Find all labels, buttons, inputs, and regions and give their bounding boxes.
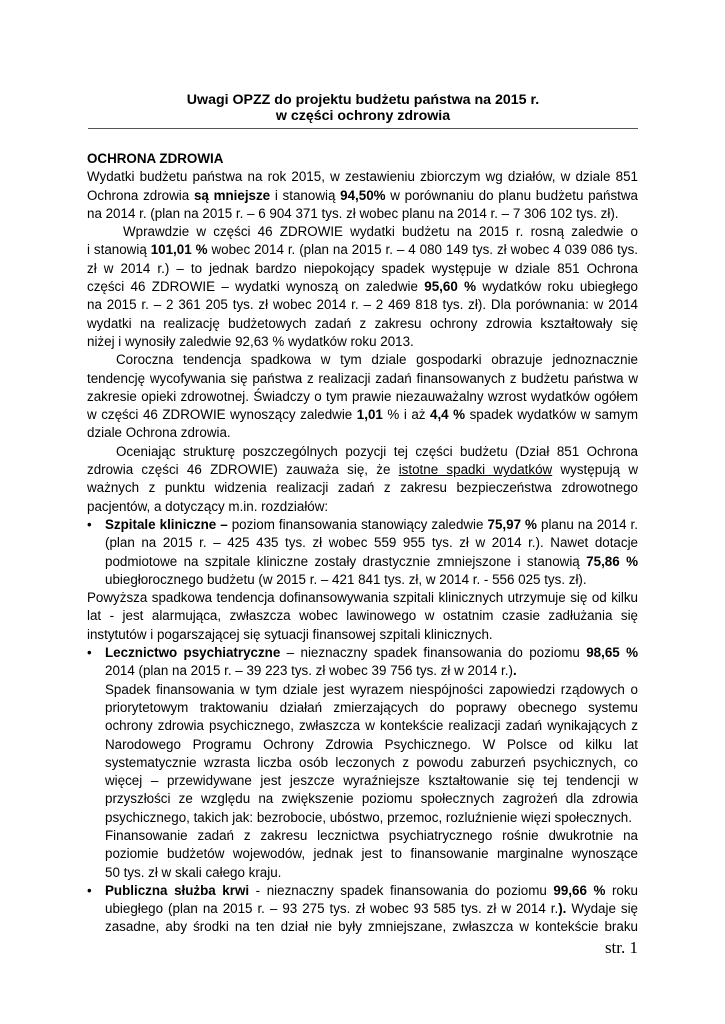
bullet-item-line: 2014 (plan na 2015 r. – 39 223 tys. zł wobec 39 756 tys. zł w 2014 r.). <box>105 663 517 679</box>
section-heading: OCHRONA ZDROWIA <box>87 151 224 166</box>
paragraph-5-line: instytutów i pogarszającej się sytuacji finansowej szpitali klinicznych. <box>87 626 493 642</box>
paragraph-2-line: części 46 ZDROWIE – wydatki wynoszą on zaledwie 95,60 % wydatków roku ubiegłego <box>87 279 638 295</box>
document-title-line-2: w części ochrony zdrowia <box>275 108 451 124</box>
bullet-item-line: ubiegłorocznego budżetu (w 2015 r. – 421 841 tys. zł, w 2014 r. - 556 025 tys. zł). <box>105 571 587 587</box>
paragraph-1-line: Ochrona zdrowia są mniejsze i stanowią 94,50% w porównaniu do planu budżetu państwa <box>87 187 638 203</box>
paragraph-5-line: Powyższa spadkowa tendencja dofinansowywania szpitali klinicznych utrzymuje się od kilku <box>87 590 638 606</box>
paragraph-5-line: lat - jest alarmująca, zwłaszcza wobec lawinowego w ostatnim czasie zadłużania się <box>87 608 638 624</box>
bullet-item-line: Finansowanie zadań z zakresu lecznictwa psychiatrycznego rośnie dwukrotnie na <box>105 827 638 843</box>
bullet-item-line: psychicznego, takich jak: bezrobocie, ubóstwo, przemoc, rozluźnienie więzi społecznych. <box>105 809 632 825</box>
bullet-item-line: (plan na 2015 r. – 425 435 tys. zł wobec 559 955 tys. zł w 2014 r.). Nawet dotacje <box>105 535 638 551</box>
document-title-line-1: Uwagi OPZZ do projektu budżetu państwa na 2015 r. <box>186 92 540 108</box>
bullet-item-line: 50 tys. zł w skali całego kraju. <box>105 864 282 880</box>
bullet-item-line: priorytetowym traktowaniu działań zmierzających do poprawy obecnego systemu <box>105 699 638 715</box>
paragraph-2-line: Wprawdzie w części 46 ZDROWIE wydatki budżetu na 2015 r. rosną zaledwie o <box>123 224 638 240</box>
paragraph-4-line: pacjentów, a dotyczący m.in. rozdziałów: <box>87 498 329 514</box>
paragraph-2-line: wydatki na realizację budżetowych zadań z zakresu ochrony zdrowia kształtowały się <box>87 315 638 331</box>
bullet-icon: • <box>87 645 92 661</box>
bullet-item-line: poziomie budżetów wojewodów, jednak jest to finansowanie marginalne wynoszące <box>105 846 638 862</box>
bullet-item-line: podmiotowe na szpitale kliniczne zostały drastycznie zmniejszone i stanowią 75,86 % <box>105 553 638 569</box>
paragraph-3-line: zakresie opieki zdrowotnej. Świadczy o tym prawie niezauważalny wzrost wydatków ogółem <box>87 388 638 404</box>
paragraph-3-line: tendencję wycofywania się państwa z realizacji zadań finansowanych z budżetu państwa w <box>87 370 638 386</box>
paragraph-3-line: Coroczna tendencja spadkowa w tym dziale gospodarki obrazuje jednoznacznie <box>116 352 638 368</box>
bullet-icon: • <box>87 882 92 898</box>
bullet-item-line: przyszłości ze względu na zwiększenie poziomu społecznych zagrożeń dla zdrowia <box>105 791 638 807</box>
bullet-item-line: Narodowego Programu Ochrony Zdrowia Psychicznego. W Polsce od kilku lat <box>105 736 638 752</box>
paragraph-2-line: i stanowią 101,01 % wobec 2014 r. (plan na 2015 r. – 4 080 149 tys. zł wobec 4 039 086 tys. <box>87 242 638 258</box>
bullet-item-line: więcej – przewidywane jest jeszcze wyraźniejsze kształtowanie się tej tendencji w <box>105 773 638 789</box>
paragraph-4-line: Oceniając strukturę poszczególnych pozycji tej części budżetu (Dział 851 Ochrona <box>116 443 638 459</box>
bullet-item-line: Spadek finansowania w tym dziale jest wyrazem niespójności zapowiedzi rządowych o <box>105 681 638 697</box>
bullet-item-line: zasadne, aby środki na ten dział nie były zmniejszane, zwłaszcza w kontekście braku <box>105 919 638 935</box>
paragraph-2-line: niżej i wynosiły zaledwie 92,63 % wydatków roku 2013. <box>87 333 414 349</box>
bullet-item-lecznictwo: • Lecznictwo psychiatryczne – nieznaczny spadek finansowania do poziomu 98,65 % <box>87 644 638 662</box>
paragraph-4-line: zdrowia części 46 ZDROWIE) zauważa się, że istotne spadki wydatków występują w <box>87 462 638 478</box>
title-divider <box>88 128 638 129</box>
bullet-item-line: ochrony zdrowia psychicznego, zwłaszcza w kontekście realizacji zadań wynikających z <box>105 718 638 734</box>
paragraph-3-line: dziale Ochrona zdrowia. <box>87 425 231 441</box>
underlined-phrase: istotne spadki wydatków <box>398 462 553 478</box>
page-number: str. 1 <box>604 938 638 957</box>
paragraph-2-line: na 2015 r. – 2 361 205 tys. zł wobec 2014 r. – 2 469 818 tys. zł). Dla porównania: w 2014 <box>87 297 638 313</box>
paragraph-2-line: zł w 2014 r.) – to jednak bardzo niepokojący spadek występuje w dziale 851 Ochrona <box>87 260 638 276</box>
paragraph-3-line: w części 46 ZDROWIE wynoszący zaledwie 1,01 % i aż 4,4 % spadek wydatków w samym <box>87 407 638 423</box>
bullet-item-line: ubiegłego (plan na 2015 r. – 93 275 tys. zł wobec 93 585 tys. zł w 2014 r.). Wydaje się <box>105 901 638 917</box>
paragraph-4-line: ważnych z punktu widzenia realizacji zadań z zakresu bezpieczeństwa zdrowotnego <box>87 480 638 496</box>
bullet-item-sluzba-krwi: • Publiczna służba krwi - nieznaczny spadek finansowania do poziomu 99,66 % roku <box>87 882 638 900</box>
bullet-icon: • <box>87 516 92 532</box>
document-body <box>87 150 638 937</box>
bullet-item-line: systematycznie wzrasta liczba osób leczonych z powodu zaburzeń psychicznych, co <box>105 754 638 770</box>
paragraph-1-line: na 2014 r. (plan na 2015 r. – 6 904 371 tys. zł wobec planu na 2014 r. – 7 306 102 tys. zł). <box>87 205 619 221</box>
paragraph-1-line: Wydatki budżetu państwa na rok 2015, w zestawieniu zbiorczym wg działów, w dziale 851 <box>87 169 638 185</box>
bullet-item-szpitale: • Szpitale kliniczne – poziom finansowania stanowiący zaledwie 75,97 % planu na 2014 r. <box>87 516 638 534</box>
